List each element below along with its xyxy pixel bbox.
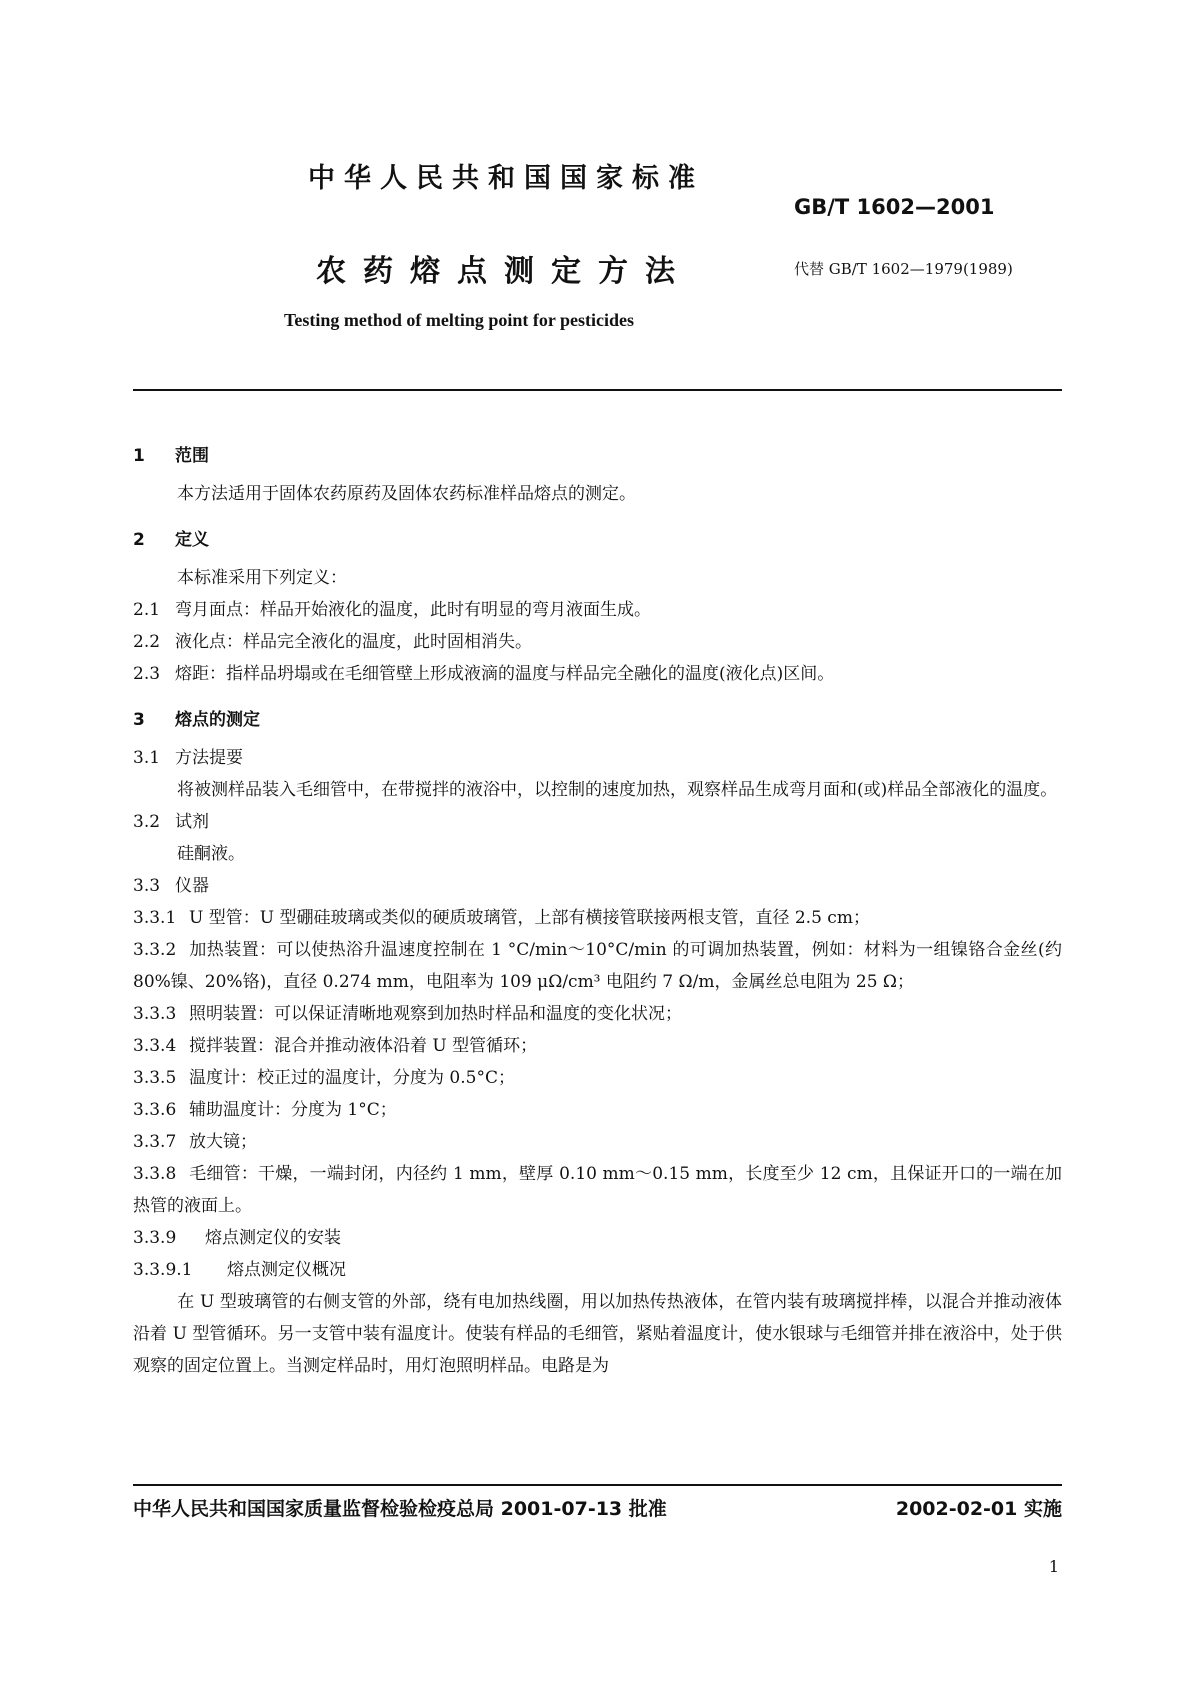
clause-3-3-9-1-text: 在 U 型玻璃管的右侧支管的外部，绕有电加热线圈，用以加热传热液体，在管内装有玻璃搅拌棒，以混合并推动液体沿着 U 型管循环。另一支管中装有温度计。使装有样品的毛细管，紧贴着温度计，使水银球与毛细管并排在液浴中，处于供观察的固定位置上。当测定样品时，用灯泡照明样品。电路是为 [133,1292,1062,1376]
clause-text: 照明装置：可以保证清晰地观察到加热时样品和温度的变化状况； [189,1004,682,1024]
clause-3-3-5 [133,1062,1062,1094]
country-standard-heading: 中华人民共和国国家标准 [308,163,704,194]
clause-number: 3.3.8 [133,1164,177,1184]
clause-number: 3.3.6 [133,1100,177,1120]
clause-number: 3.3.1 [133,908,177,928]
section-title: 定义 [175,530,209,550]
clause-title: 熔点测定仪的安装 [205,1228,341,1248]
footer-divider [133,1484,1062,1486]
section-1-text: 本方法适用于固体农药原药及固体农药标准样品熔点的测定。 [177,484,636,504]
clause-number: 3.1 [133,748,161,768]
clause-2-2 [133,626,1062,658]
clause-2-3 [133,658,1062,690]
clause-number: 3.3.4 [133,1036,177,1056]
replaces-standard: 代替 GB/T 1602—1979(1989) [794,260,1013,278]
clause-title: 试剂 [175,812,209,832]
implementation-date: 2002-02-01 实施 [895,1498,1062,1520]
clause-text: 搅拌装置：混合并推动液体沿着 U 型管循环； [189,1036,538,1056]
clause-title: 熔点测定仪概况 [227,1260,346,1280]
clause-text: 温度计：校正过的温度计，分度为 0.5°C； [189,1068,515,1088]
clause-number: 3.3.3 [133,1004,177,1024]
clause-3-1-text: 将被测样品装入毛细管中，在带搅拌的液浴中，以控制的速度加热，观察样品生成弯月面和(或)样品全部液化的温度。 [177,780,1058,800]
clause-3-3-3 [133,998,1062,1030]
clause-number: 3.3.2 [133,940,177,960]
clause-3-3-9-1-heading [133,1254,1062,1286]
section-2-intro: 本标准采用下列定义： [177,568,347,588]
document-body [133,440,1062,1382]
clause-title: 方法提要 [175,748,243,768]
clause-3-3-2 [133,934,1062,998]
section-2-heading [133,524,1062,556]
clause-number: 3.3 [133,876,161,896]
clause-number: 2.2 [133,632,161,652]
section-title: 熔点的测定 [175,710,260,730]
clause-number: 3.3.7 [133,1132,177,1152]
clause-3-3-heading [133,870,1062,902]
clause-text: 弯月面点：样品开始液化的温度，此时有明显的弯月液面生成。 [175,600,651,620]
document-title-en: Testing method of melting point for pesticides [284,310,635,330]
page-number: 1 [1048,1557,1059,1576]
clause-number: 3.3.5 [133,1068,177,1088]
clause-3-3-4 [133,1030,1062,1062]
clause-3-1-heading [133,742,1062,774]
section-3-heading [133,704,1062,736]
clause-text: 熔距：指样品坍塌或在毛细管壁上形成液滴的温度与样品完全融化的温度(液化点)区间。 [175,664,835,684]
clause-text: 放大镜； [189,1132,257,1152]
clause-text: 辅助温度计：分度为 1°C； [189,1100,397,1120]
clause-text: 加热装置：可以使热浴升温速度控制在 1 °C/min～10°C/min 的可调加热装置，例如：材料为一组镍铬合金丝(约 80%镍、20%铬)，直径 0.274 mm，电阻率为 109 μΩ/cm³ 电阻约 7 Ω/m，金属丝总电阻为 25 Ω； [133,940,1062,992]
clause-3-3-9-heading [133,1222,1062,1254]
clause-text: 毛细管：干燥，一端封闭，内径约 1 mm，壁厚 0.10 mm～0.15 mm，长度至少 12 cm，且保证开口的一端在加热管的液面上。 [133,1164,1062,1216]
document-title-cn: 农药熔点测定方法 [316,254,692,289]
clause-3-3-8 [133,1158,1062,1222]
standard-number: GB/T 1602—2001 [794,195,995,219]
section-number: 3 [133,710,145,730]
clause-number: 3.3.9.1 [133,1260,193,1280]
section-number: 1 [133,446,145,466]
clause-number: 2.1 [133,600,161,620]
header-divider [133,389,1062,391]
clause-number: 3.3.9 [133,1228,177,1248]
clause-number: 3.2 [133,812,161,832]
approval-statement: 中华人民共和国国家质量监督检验检疫总局 2001-07-13 批准 [133,1498,667,1520]
clause-number: 2.3 [133,664,161,684]
clause-3-3-6 [133,1094,1062,1126]
section-number: 2 [133,530,145,550]
clause-title: 仪器 [175,876,209,896]
section-title: 范围 [175,446,209,466]
clause-3-2-text: 硅酮液。 [177,844,245,864]
clause-3-3-1 [133,902,1062,934]
section-1-heading [133,440,1062,472]
clause-3-3-7 [133,1126,1062,1158]
clause-text: U 型管：U 型硼硅玻璃或类似的硬质玻璃管，上部有横接管联接两根支管，直径 2.5 cm； [189,908,870,928]
clause-3-2-heading [133,806,1062,838]
clause-2-1 [133,594,1062,626]
clause-text: 液化点：样品完全液化的温度，此时固相消失。 [175,632,532,652]
